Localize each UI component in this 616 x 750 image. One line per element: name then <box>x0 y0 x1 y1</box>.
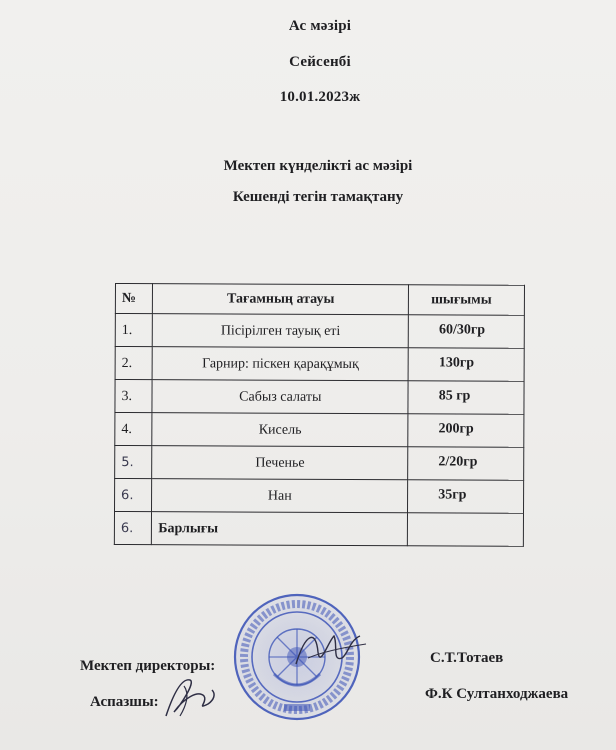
row-number: 2. <box>115 347 153 380</box>
row-number: 3. <box>115 380 153 413</box>
director-signature-icon <box>288 622 368 682</box>
table-row <box>115 479 524 514</box>
table-row-total <box>114 512 523 547</box>
row-yield <box>408 513 524 547</box>
menu-table <box>114 283 525 547</box>
row-yield: 85 гр <box>408 381 524 415</box>
menu-date: 10.01.2023ж <box>279 89 361 105</box>
table-row <box>115 446 524 481</box>
row-dish: Кисель <box>152 413 408 447</box>
row-number: 5. <box>115 446 153 479</box>
row-yield: 200гр <box>408 414 524 448</box>
row-number: 4. <box>115 413 153 446</box>
subtitle-school-menu: Мектеп күнделікті ас мәзірі <box>223 158 413 174</box>
cook-name: Ф.К Султанходжаева <box>425 686 569 702</box>
table-row <box>115 314 524 349</box>
row-dish: Гарнир: піскен қарақұмық <box>152 347 408 381</box>
row-yield: 60/30гр <box>408 315 524 349</box>
weekday: Сейсенбі <box>289 54 351 70</box>
row-dish: Пісірілген тауық еті <box>153 314 409 348</box>
table-row <box>115 380 524 415</box>
row-total-label: Барлығы <box>152 512 408 546</box>
row-dish: Печенье <box>152 446 408 480</box>
cook-signature-icon <box>160 672 220 722</box>
subtitle-free-meal: Кешенді тегін тамақтану <box>232 189 404 205</box>
director-label: Мектеп директоры: <box>80 658 216 674</box>
table-row <box>115 413 524 448</box>
director-name: С.Т.Тотаев <box>430 650 504 666</box>
table-header-row <box>115 284 524 316</box>
row-number: 1. <box>115 314 153 347</box>
cook-label: Аспазшы: <box>90 694 159 710</box>
row-number: 6. <box>115 479 153 512</box>
row-number: 6. <box>114 512 152 545</box>
row-yield: 130гр <box>408 348 524 382</box>
column-header-dish: Тағамның атауы <box>153 284 409 315</box>
column-header-yield: шығымы <box>409 285 525 316</box>
column-header-number: № <box>115 284 153 314</box>
row-yield: 2/20гр <box>408 447 524 481</box>
row-dish: Нан <box>152 479 408 513</box>
table-row <box>115 347 524 382</box>
row-dish: Сабыз салаты <box>152 380 408 414</box>
menu-title: Ас мәзірі <box>288 18 352 34</box>
row-yield: 35гр <box>408 480 524 514</box>
